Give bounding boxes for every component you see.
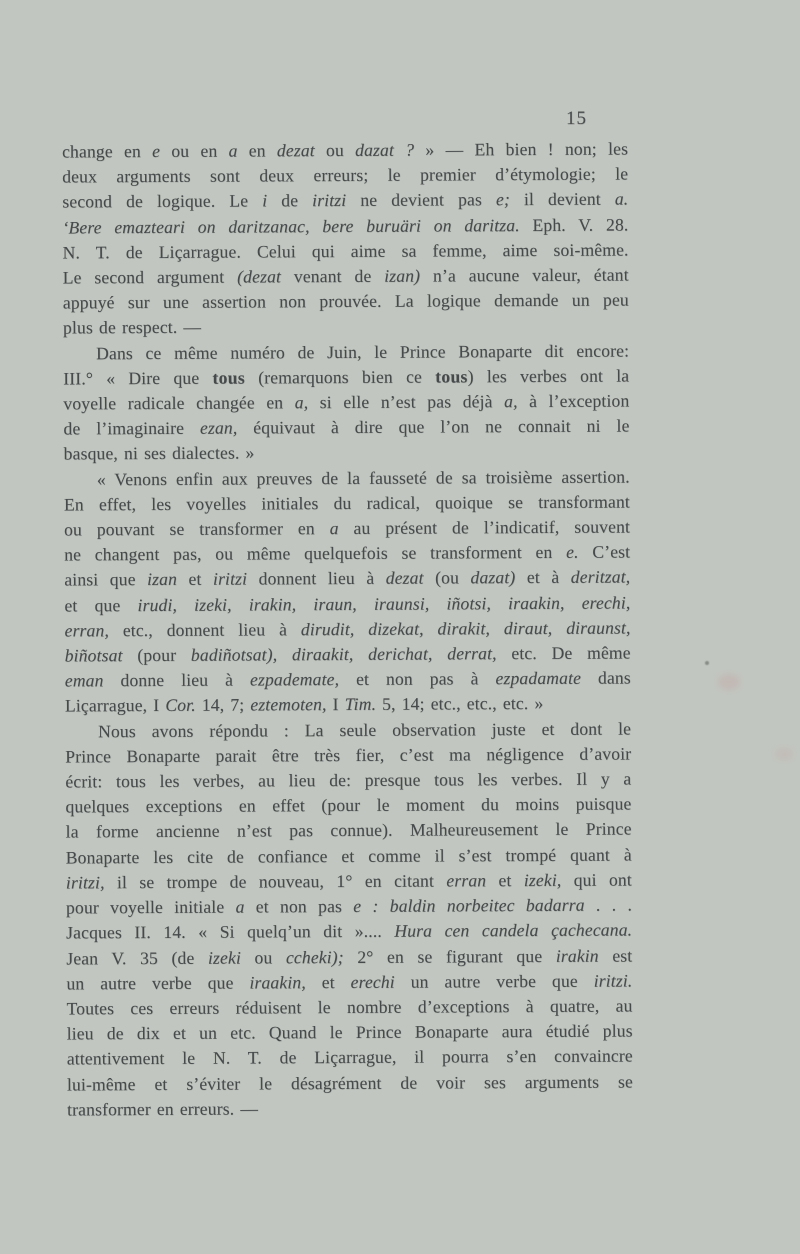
text-run: Dans ce même numéro de Juin, le Prince Bonaparte dit encore:	[96, 340, 630, 363]
text-line	[63, 313, 629, 341]
text-run: n’a aucune valeur, étant	[420, 264, 629, 286]
text-line	[65, 767, 631, 795]
text-run: 2° en se figurant que	[343, 945, 556, 967]
text-run: et non pas à	[339, 668, 496, 690]
text-run: Eph. V. 28.	[519, 214, 629, 235]
text-line	[62, 162, 628, 190]
text-run: ) les verbes ont la	[467, 365, 630, 387]
text-run: appuyé sur une assertion non prouvée. La logique demande un peu	[62, 289, 629, 313]
text-run: a	[235, 896, 245, 917]
text-run: Jean V. 35 (de	[66, 947, 209, 968]
text-line	[62, 212, 628, 240]
text-run: dirudit, dizekat, dirakit, diraut, diraunst,	[300, 617, 631, 640]
text-run: venant de	[280, 265, 385, 287]
text-run: ezan,	[199, 417, 238, 438]
text-run: il se trompe de nouveau, 1° en citant	[104, 870, 447, 893]
text-run: irakin	[555, 945, 599, 966]
text-line	[66, 893, 632, 921]
paper-speck	[705, 661, 709, 665]
text-run: e;	[495, 189, 510, 210]
text-run: erran	[446, 870, 487, 891]
text-line	[67, 1044, 633, 1072]
text-line	[65, 691, 631, 719]
text-run: ou	[240, 946, 286, 968]
text-run: dans	[580, 667, 631, 689]
text-run: il devient	[509, 188, 615, 210]
text-line	[66, 817, 632, 845]
text-run: au présent de l’indicatif, souvent	[338, 516, 631, 539]
text-run: izeki	[207, 947, 242, 968]
text-line	[64, 540, 630, 568]
text-run: a,	[294, 392, 309, 413]
text-run: transformer en erreurs. —	[67, 1098, 259, 1120]
text-run: et	[176, 569, 214, 590]
text-run: etc., donnent lieu à	[108, 619, 301, 641]
text-run: (ou	[423, 567, 471, 589]
text-run: (remarquons bien ce	[244, 366, 436, 388]
text-run: et à	[515, 567, 571, 588]
text-run: badiñotsat),	[190, 644, 278, 665]
paper-smudge	[775, 748, 793, 760]
text-run: tous	[435, 366, 468, 387]
text-line	[65, 666, 631, 694]
text-run: Toutes ces erreurs réduisent le nombre d’exceptions à quatre, au	[66, 995, 633, 1019]
text-run: ou pouvant se transformer en	[63, 518, 330, 540]
text-run: » — Eh bien ! non; les	[414, 138, 629, 160]
text-run: pour voyelle initiale	[65, 896, 236, 918]
text-line	[65, 741, 631, 769]
text-run: deritzat,	[570, 566, 631, 588]
text-run: Cor.	[165, 695, 196, 716]
text-run: à l’exception	[517, 390, 630, 412]
text-run: Bonaparte les cite de confiance et comme il s’est trompé quant à	[65, 844, 632, 868]
text-run: N. T. de Liçarrague. Celui qui aime sa femme, aime soi-même.	[62, 239, 629, 263]
text-run: ou en	[160, 140, 229, 161]
text-run: et	[305, 971, 351, 992]
text-run: dezat	[385, 568, 424, 589]
text-run: a.	[614, 188, 629, 209]
text-run: e	[152, 140, 161, 162]
text-run: un autre verbe que	[66, 972, 250, 994]
text-run: . . .	[584, 894, 633, 915]
text-run: second de logique. Le	[62, 190, 263, 212]
text-run: diraakit, derichat, derrat,	[291, 643, 497, 665]
text-run: eztemoten,	[250, 694, 327, 715]
text-run: dazat)	[470, 567, 516, 588]
text-run: irudi, izeki, irakin, iraun, iraunsi, iñotsi, iraakin, erechi,	[137, 592, 631, 615]
text-run: équivaut à dire que l’on ne connait ni le	[237, 415, 630, 438]
text-line	[66, 968, 632, 996]
text-line	[63, 414, 629, 442]
text-run: dezat	[276, 140, 315, 161]
text-run: de l’imaginaire	[63, 417, 201, 439]
text-run: iritzi	[312, 190, 347, 211]
text-run: III.° « Dire que	[63, 367, 213, 389]
text-run: i	[262, 190, 268, 211]
text-line	[63, 288, 629, 316]
text-run: (pour	[122, 644, 191, 666]
text-run: est	[598, 945, 633, 966]
text-run: quelques exceptions en effet (pour le moment du moins puisque	[65, 793, 632, 817]
text-run: Jacques II. 14. « Si quelq’un dit »....	[66, 921, 395, 943]
text-run: a,	[504, 391, 518, 412]
text-line	[63, 389, 629, 417]
text-run: biñotsat	[64, 645, 123, 666]
text-run: plus de respect. —	[62, 317, 202, 338]
text-run: de	[267, 190, 313, 211]
text-line	[65, 716, 631, 744]
text-line	[66, 918, 632, 946]
text-line	[67, 1019, 633, 1047]
text-run: ou	[314, 139, 356, 161]
text-run: iraakin,	[249, 971, 306, 993]
text-line	[63, 263, 629, 291]
text-run	[277, 644, 292, 664]
text-run: erran,	[64, 620, 110, 641]
text-run: iritzi.	[593, 970, 633, 991]
text-line	[65, 615, 631, 643]
text-run: lieu de dix et un etc. Quand le Prince Bonaparte aura étudié plus	[66, 1020, 633, 1044]
text-run: e.	[566, 542, 579, 563]
text-run: ne changent pas, ou même quelquefois se transforment en	[64, 542, 567, 565]
text-block	[62, 137, 633, 1123]
text-run: 5, 14; etc., etc., etc. »	[376, 693, 544, 715]
text-run: donnent lieu à	[247, 568, 386, 589]
paper-smudge	[718, 674, 740, 690]
text-run: Le second argument	[62, 266, 238, 288]
text-run: dazat ?	[355, 139, 415, 160]
text-run: si elle n’est pas déjà	[308, 391, 505, 413]
text-run: ezpademate,	[249, 669, 340, 690]
text-run: Liçarrague, I	[64, 695, 166, 716]
text-run: Tim.	[344, 694, 377, 715]
text-run: ne devient pas	[346, 189, 497, 211]
text-run: et	[486, 869, 524, 891]
text-line	[64, 464, 630, 492]
text-line	[64, 590, 630, 618]
text-run: change en	[62, 141, 153, 162]
text-line	[66, 842, 632, 870]
text-run: ccheki);	[285, 946, 344, 967]
text-line	[63, 363, 629, 391]
text-line	[64, 515, 630, 543]
text-run: izan	[147, 569, 178, 590]
text-line	[63, 338, 629, 366]
text-line	[62, 137, 628, 165]
text-run: ʻBere emazteari on daritzanac, bere buruäri on daritza.	[62, 214, 520, 238]
text-run: écrit: tous les verbes, au lieu de: presque tous les verbes. Il y a	[65, 768, 632, 792]
text-line	[66, 993, 632, 1021]
text-line	[64, 439, 630, 467]
text-run: basque, ni ses dialectes. »	[63, 442, 255, 464]
text-run: ezpadamate	[495, 668, 582, 689]
text-run: a	[228, 140, 238, 161]
text-run: etc. De même	[496, 642, 631, 664]
text-run: voyelle radicale changée en	[63, 392, 295, 414]
text-run: deux arguments sont deux erreurs; le premier d’étymologie; le	[62, 163, 629, 187]
text-line	[65, 641, 631, 669]
text-run: et que	[64, 594, 138, 616]
text-run: et non pas	[244, 896, 354, 917]
text-line	[67, 1069, 633, 1097]
text-run: I	[326, 694, 345, 715]
text-run: qui ont	[561, 869, 632, 890]
text-run: Nous avons répondu : La seule observation juste et dont le	[98, 718, 632, 741]
text-run: lui-même et s’éviter le désagrément de voir ses arguments se	[66, 1071, 633, 1094]
text-line	[63, 237, 629, 265]
text-run: 14, 7;	[195, 694, 251, 716]
text-run: en	[237, 140, 277, 161]
text-run: tous	[212, 367, 246, 388]
text-run: Prince Bonaparte parait être très fier, c’est ma négligence d’avoir	[65, 743, 632, 767]
text-run: iritzi	[212, 568, 248, 590]
text-line	[64, 565, 630, 593]
text-line	[65, 792, 631, 820]
text-run: En effet, les voyelles initiales du radical, quoique se transformant	[63, 491, 630, 515]
text-run: C’est	[578, 541, 631, 563]
text-line	[62, 187, 628, 215]
text-run: attentivement le N. T. de Liçarrague, il pourra s’en convaincre	[66, 1045, 633, 1069]
text-run: donne lieu à	[103, 669, 251, 691]
page-number: 15	[566, 108, 587, 129]
text-run: a	[329, 518, 339, 539]
text-run: eman	[64, 670, 104, 691]
text-run: izeki,	[523, 869, 562, 890]
text-line	[67, 1094, 633, 1122]
text-line	[66, 943, 632, 971]
text-run: erechi	[350, 971, 395, 992]
text-line	[64, 489, 630, 517]
text-run: iritzi,	[65, 872, 105, 893]
text-run: e : baldin norbeitec badarra	[353, 894, 585, 917]
text-run: un autre verbe que	[394, 970, 594, 992]
text-line	[66, 867, 632, 895]
text-run: izan)	[384, 265, 421, 286]
text-run: ainsi que	[64, 569, 148, 590]
text-run: la forme ancienne n’est pas connue). Malheureusement le Prince	[65, 818, 632, 842]
text-run: Hura cen candela çachecana.	[394, 919, 633, 942]
text-run: « Venons enfin aux preuves de la fausseté de sa troisième assertion.	[96, 466, 630, 489]
text-run: (dezat	[237, 266, 282, 287]
